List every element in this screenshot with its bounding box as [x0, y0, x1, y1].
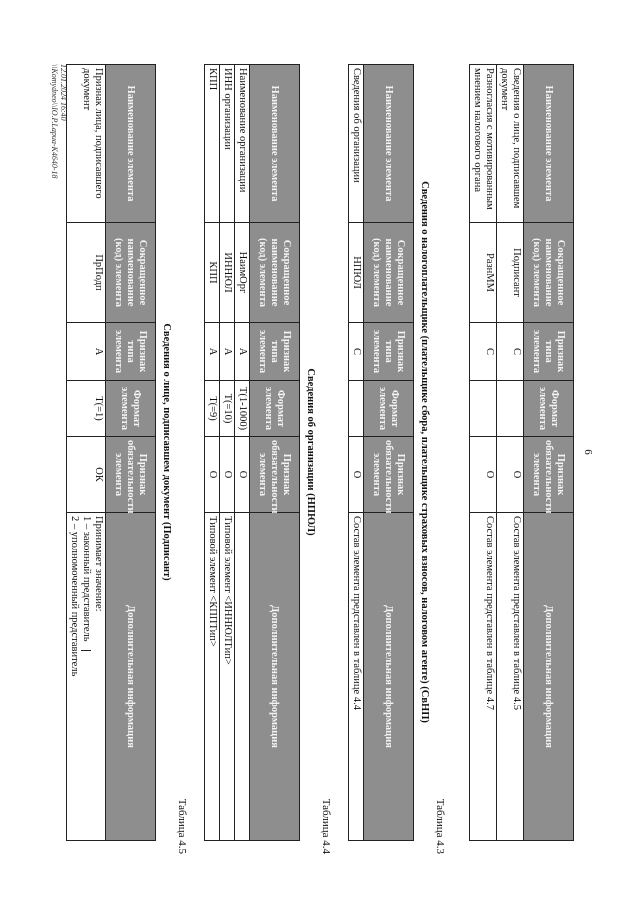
- table-row: [349, 65, 364, 841]
- page-number: 6: [582, 449, 594, 455]
- rotated-content: [40, 42, 600, 862]
- cell: [497, 381, 524, 437]
- caption-4-3: Таблица 4.3: [434, 798, 446, 854]
- header-required: Признак обязательности элемента: [106, 437, 156, 513]
- cell: О: [349, 437, 364, 513]
- title-4-5: Сведения о лице, подписавшем документ (Подписант): [161, 323, 172, 581]
- cell: НаимОрг: [235, 223, 250, 323]
- info-line: Принимает значение:: [93, 516, 104, 612]
- header-name: Наименование элемента: [524, 65, 574, 223]
- cell: T(=10): [220, 381, 235, 437]
- cell: Типовой элемент <ИННЮЛТип>: [220, 513, 235, 841]
- header-format: Формат элемента: [364, 381, 414, 437]
- cell: Признак лица, подписавшего документ: [67, 65, 106, 223]
- cell: А: [67, 323, 106, 381]
- cell: НПЮЛ: [349, 223, 364, 323]
- cell: Состав элемента представлен в таблице 4.5: [497, 513, 524, 841]
- cell: T(=1): [67, 381, 106, 437]
- caption-4-5: Таблица 4.5: [176, 798, 188, 854]
- cell: Состав элемента представлен в таблице 4.7: [470, 513, 497, 841]
- cell: T(1-1000): [235, 381, 250, 437]
- header-name: Наименование элемента: [364, 65, 414, 223]
- footer-path: \\Komydneo\\IO.P.Lapua-К4640-18: [50, 64, 59, 179]
- cell: Состав элемента представлен в таблице 4.4: [349, 513, 364, 841]
- cell: О: [220, 437, 235, 513]
- header-info: Дополнительная информация: [364, 513, 414, 841]
- header-format: Формат элемента: [250, 381, 300, 437]
- header-type: Признак типа элемента: [524, 323, 574, 381]
- header-format: Формат элемента: [106, 381, 156, 437]
- info-line-text: 1 – законный представитель: [81, 516, 92, 642]
- cell: С: [497, 323, 524, 381]
- table-row: [235, 65, 250, 841]
- header-info: Дополнительная информация: [250, 513, 300, 841]
- table-row: [220, 65, 235, 841]
- cell: Сведения о лице, подписавшем документ: [497, 65, 524, 223]
- header-type: Признак типа элемента: [106, 323, 156, 381]
- header-format: Формат элемента: [524, 381, 574, 437]
- cell: Сведения об организации: [349, 65, 364, 223]
- cell: О: [235, 437, 250, 513]
- cell: ИНН организации: [220, 65, 235, 223]
- cell: ПрПодп: [67, 223, 106, 323]
- info-line: [80, 516, 92, 837]
- table-row: [497, 65, 524, 841]
- header-name: Наименование элемента: [250, 65, 300, 223]
- cell: КПП: [205, 223, 220, 323]
- table-row: [470, 65, 497, 841]
- cell: О: [497, 437, 524, 513]
- cell: РазнММ: [470, 223, 497, 323]
- table-row: [67, 65, 106, 841]
- cell: Подписант: [497, 223, 524, 323]
- cell: Разногласия с мотивированным мнением налогового органа: [470, 65, 497, 223]
- table-4-3: [348, 64, 414, 841]
- cell: С: [470, 323, 497, 381]
- header-code: Сокращенное наименование (код) элемента: [364, 223, 414, 323]
- cell-info: [67, 513, 106, 841]
- header-required: Признак обязательности элемента: [524, 437, 574, 513]
- cell: А: [205, 323, 220, 381]
- info-line: 2 – уполномоченный представитель: [69, 516, 80, 677]
- title-4-4: Сведения об организации (НПЮЛ): [305, 368, 316, 536]
- table-row: [205, 65, 220, 841]
- table-4-4: [204, 64, 300, 841]
- header-required: Признак обязательности элемента: [364, 437, 414, 513]
- table-4-5: [66, 64, 156, 841]
- cell: О: [470, 437, 497, 513]
- cell: А: [220, 323, 235, 381]
- header-type: Признак типа элемента: [250, 323, 300, 381]
- cell: T(=9): [205, 381, 220, 437]
- title-4-3: Сведения о налогоплательщике (плательщике сбора, плательщике страховых взносов, налоговом агенте) (СвНП): [419, 181, 430, 723]
- header-code: Сокращенное наименование (код) элемента: [106, 223, 156, 323]
- cell: [235, 513, 250, 841]
- cell: О: [205, 437, 220, 513]
- header-required: Признак обязательности элемента: [250, 437, 300, 513]
- cell: [470, 381, 497, 437]
- cell: А: [235, 323, 250, 381]
- cell: С: [349, 323, 364, 381]
- divider-mark: [81, 650, 91, 651]
- header-info: Дополнительная информация: [106, 513, 156, 841]
- cell: ОК: [67, 437, 106, 513]
- cell: ИННЮЛ: [220, 223, 235, 323]
- footer-date: 12.01.2024 16:40: [59, 64, 68, 121]
- header-code: Сокращенное наименование (код) элемента: [524, 223, 574, 323]
- cell: [349, 381, 364, 437]
- header-code: Сокращенное наименование (код) элемента: [250, 223, 300, 323]
- table-top: [469, 64, 574, 841]
- header-type: Признак типа элемента: [364, 323, 414, 381]
- footer-stamp: [50, 64, 68, 179]
- cell: Наименование организации: [235, 65, 250, 223]
- header-name: Наименование элемента: [106, 65, 156, 223]
- cell: Типовой элемент <КППТип>: [205, 513, 220, 841]
- caption-4-4: Таблица 4.4: [320, 798, 332, 854]
- cell: КПП: [205, 65, 220, 223]
- header-info: Дополнительная информация: [524, 513, 574, 841]
